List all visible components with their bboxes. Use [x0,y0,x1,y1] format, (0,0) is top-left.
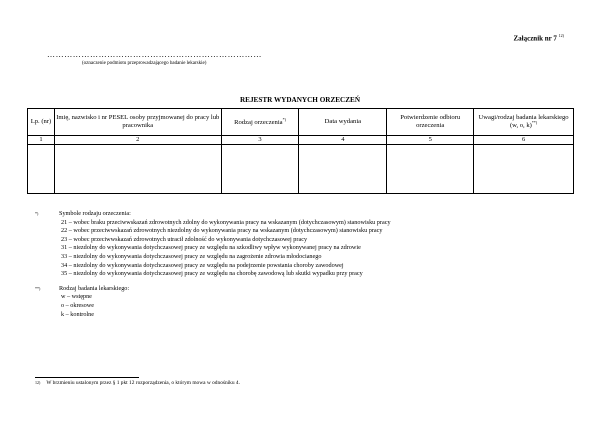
symbol-item: 23 – wobec przeciwwskazań zdrowotnych utracił zdolność do wykonywania dotychczasowej pracy [61,235,308,243]
exam-types-marker: **) [35,285,41,291]
entry-cell[interactable] [221,145,299,194]
entry-cell[interactable] [387,145,474,194]
footnote-divider [35,377,139,378]
symbols-heading [35,210,391,219]
column-number: 2 [54,136,221,145]
header-remarks-sup: **) [531,120,538,126]
header-certificate-type-label: Rodzaj orzeczenia [234,118,283,126]
header-name-pesel [54,109,221,136]
column-number: 5 [387,136,474,145]
footnote-text: W brzmieniu ustalonym przez § 1 pkt 12 rozporządzenia, o którym mowa w odnośniku 4. [46,380,240,386]
header-certificate-type-sup: *) [282,116,286,122]
attachment-footnote-ref: 12) [558,33,564,38]
symbol-item: 35 – niezdolny do wykonywania dotychczasowej pracy ze względu na chorobę zawodową lub skutki wypadku przy pracy [61,270,363,278]
attachment-label [513,33,564,42]
register-entry-row [28,145,574,194]
header-remarks [474,109,574,136]
header-lp [28,109,55,136]
column-number: 6 [474,136,574,145]
symbol-item: 34 – niezdolny do wykonywania dotychczasowej pracy ze względu na podejrzenie powstania choroby zawodowej [61,261,344,269]
symbol-item: 33 – niezdolny do wykonywania dotychczasowej pracy ze względu na zagrożenie zdrowia młodocianego [61,252,322,260]
symbol-item: 22 – wobec przeciwwskazań zdrowotnych niezdolny do wykonywania pracy na wskazanym (dotychczasowym) stanowisku pracy [61,227,383,235]
header-receipt-confirmation-label: Potwierdzenie odbioru orzeczenia [400,114,461,129]
header-lp-label: Lp. (nr) [30,118,52,126]
register-header-row [28,109,574,136]
column-number: 3 [221,136,299,145]
symbol-item: 31 – niezdolny do wykonywania dotychczasowej pracy ze względu na szkodliwy wpływ wykonywanej pracy na zdrowie [61,244,361,252]
register-number-row [28,136,574,145]
exam-type-item: w – wstępne [61,293,92,301]
entity-caption: (oznaczenie podmiotu przeprowadzającego badanie lekarskie) [82,61,207,66]
symbol-item: 21 – wobec braku przeciwwskazań zdrowotnych zdolny do wykonywania pracy na wskazanym (dotychczasowym) stanowisku pracy [61,218,391,226]
header-issue-date-label: Data wydania [324,118,362,126]
footnote [35,380,240,386]
exam-types-title: Rodzaj badania lekarskiego: [59,284,130,292]
register-table [27,108,574,194]
entity-dotted-line: ………………………………………………………………… [47,50,262,59]
entry-cell[interactable] [28,145,55,194]
column-number: 1 [28,136,55,145]
header-receipt-confirmation [387,109,474,136]
exam-types-heading [35,285,391,294]
exam-type-item: k – kontrolne [61,310,94,318]
header-name-pesel-label: Imię, nazwisko i nr PESEL osoby przyjmowanej do pracy lub pracownika [56,114,220,129]
entry-cell[interactable] [54,145,221,194]
attachment-title: Załącznik nr 7 [513,34,557,43]
header-remarks-label: Uwagi/rodzaj badania lekarskiego (w, o, k) [478,113,569,130]
symbols-title: Symbole rodzaju orzeczenia: [59,210,131,217]
entry-cell[interactable] [474,145,574,194]
header-certificate-type [221,109,299,136]
column-number: 4 [299,136,387,145]
footnote-marker: 12) [35,380,41,385]
register-title: REJESTR WYDANYCH ORZECZEŃ [239,96,361,104]
symbols-marker: *) [35,211,39,216]
header-issue-date [299,109,387,136]
entry-cell[interactable] [299,145,387,194]
notes-section [35,210,391,319]
exam-type-item: o – okresowe [61,301,94,309]
